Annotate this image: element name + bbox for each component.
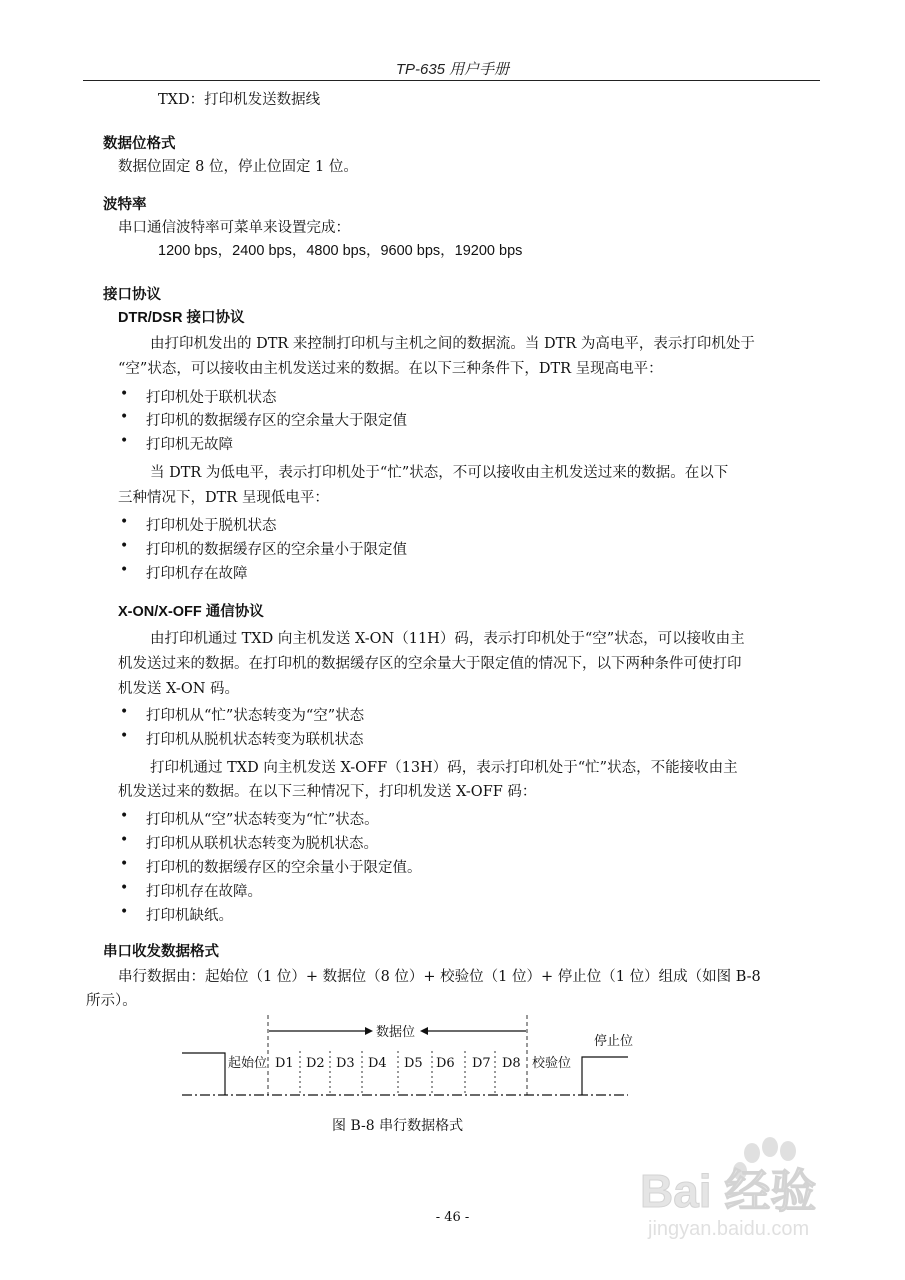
data-bits-text: 数据位固定 8 位，停止位固定 1 位。 [118,159,358,175]
bullet-dot: • [120,856,129,872]
bit-label-d6: D6 [436,1056,455,1071]
baud-heading: 波特率 [103,197,147,213]
bit-label-d4: D4 [368,1056,387,1071]
bit-label-d5: D5 [404,1056,423,1071]
bullet-dot: • [120,433,129,449]
bit-label-d8: D8 [502,1056,521,1071]
bullet-dot: • [120,704,129,720]
xon-para1-line1: 由打印机通过 TXD 向主机发送 X-ON（11H）码，表示打印机处于“空”状态，可以接收由主 [150,631,745,647]
stop-bit-label: 停止位 [594,1034,634,1049]
bullet-dot: • [120,728,129,744]
bullet-dot: • [120,538,129,554]
baidu-watermark [640,1135,890,1245]
bullet-dot: • [120,409,129,425]
list-item: 打印机无故障 [146,437,233,453]
list-item: 打印机处于联机状态 [146,390,277,406]
list-item: 打印机的数据缓存区的空余量大于限定值 [146,413,407,429]
serial-frame-diagram [170,1015,640,1115]
xoff-para-line1: 打印机通过 TXD 向主机发送 X-OFF（13H）码，表示打印机处于“忙”状态，不能接收由主 [150,760,738,776]
data-bits-label: 数据位 [376,1025,416,1040]
arrow-left-head [420,1027,428,1035]
bit-label-d2: D2 [306,1056,325,1071]
xon-para1-line3: 机发送 X-ON 码。 [118,681,239,697]
list-item: 打印机从“忙”状态转变为“空”状态 [146,708,365,724]
parity-bit-label: 校验位 [532,1056,572,1071]
dtr-para1-line2: “空”状态，可以接收由主机发送过来的数据。在以下三种条件下，DTR 呈现高电平： [118,361,663,377]
dtr-subheading: DTR/DSR 接口协议 [118,310,245,326]
bullet-dot: • [120,904,129,920]
list-item: 打印机处于脱机状态 [146,518,277,534]
start-bit-label: 起始位 [228,1056,268,1071]
watermark-url: jingyan.baidu.com [648,1218,810,1240]
list-item: 打印机的数据缓存区的空余量小于限定值 [146,542,407,558]
bullet-dot: • [120,832,129,848]
bit-label-d7: D7 [472,1056,491,1071]
baud-rates: 1200 bps，2400 bps，4800 bps，9600 bps，19200 bps [158,243,523,259]
arrow-right-head [365,1027,373,1035]
list-item: 打印机从“空”状态转变为“忙”状态。 [146,812,379,828]
bullet-dot: • [120,514,129,530]
bullet-dot: • [120,386,129,402]
list-item: 打印机存在故障 [146,566,248,582]
data-bits-heading: 数据位格式 [103,136,176,152]
xon-subheading: X-ON/X-OFF 通信协议 [118,604,264,620]
serial-format-heading: 串口收发数据格式 [103,944,219,960]
bit-label-d1: D1 [275,1056,294,1071]
bullet-dot: • [120,808,129,824]
page-header-title: TP-635 用户手册 [395,61,510,78]
list-item: 打印机存在故障。 [146,884,262,900]
list-item: 打印机从联机状态转变为脱机状态。 [146,836,378,852]
list-item: 打印机的数据缓存区的空余量小于限定值。 [146,860,422,876]
waveform-stop-edge [582,1057,628,1095]
xoff-para-line2: 机发送过来的数据。在以下三种情况下，打印机发送 X-OFF 码： [118,784,537,800]
xon-para1-line2: 机发送过来的数据。在打印机的数据缓存区的空余量大于限定值的情况下，以下两种条件可使打印 [118,656,742,672]
dtr-para2-line1: 当 DTR 为低电平，表示打印机处于“忙”状态，不可以接收由主机发送过来的数据。在以下 [150,465,729,481]
bullet-dot: • [120,880,129,896]
protocol-heading: 接口协议 [103,287,161,303]
watermark-brand: Bai 经验 [640,1165,817,1217]
page-number: - 46 - [435,1210,470,1225]
serial-format-line1: 串行数据由：起始位（1 位）+ 数据位（8 位）+ 校验位（1 位）+ 停止位（1 位）组成（如图 B-8 [118,969,761,985]
list-item: 打印机从脱机状态转变为联机状态 [146,732,364,748]
waveform-start-edge [182,1053,225,1095]
list-item: 打印机缺纸。 [146,908,233,924]
bullet-dot: • [120,562,129,578]
figure-caption: 图 B-8 串行数据格式 [332,1118,464,1134]
bit-label-d3: D3 [336,1056,355,1071]
dtr-para2-line2: 三种情况下，DTR 呈现低电平： [118,490,329,506]
baud-text: 串口通信波特率可菜单来设置完成： [118,220,350,236]
header-rule [83,80,820,81]
dtr-para1-line1: 由打印机发出的 DTR 来控制打印机与主机之间的数据流。当 DTR 为高电平，表示打印机处于 [150,336,755,352]
serial-format-line2: 所示）。 [86,993,137,1009]
txd-line: TXD：打印机发送数据线 [158,92,321,108]
